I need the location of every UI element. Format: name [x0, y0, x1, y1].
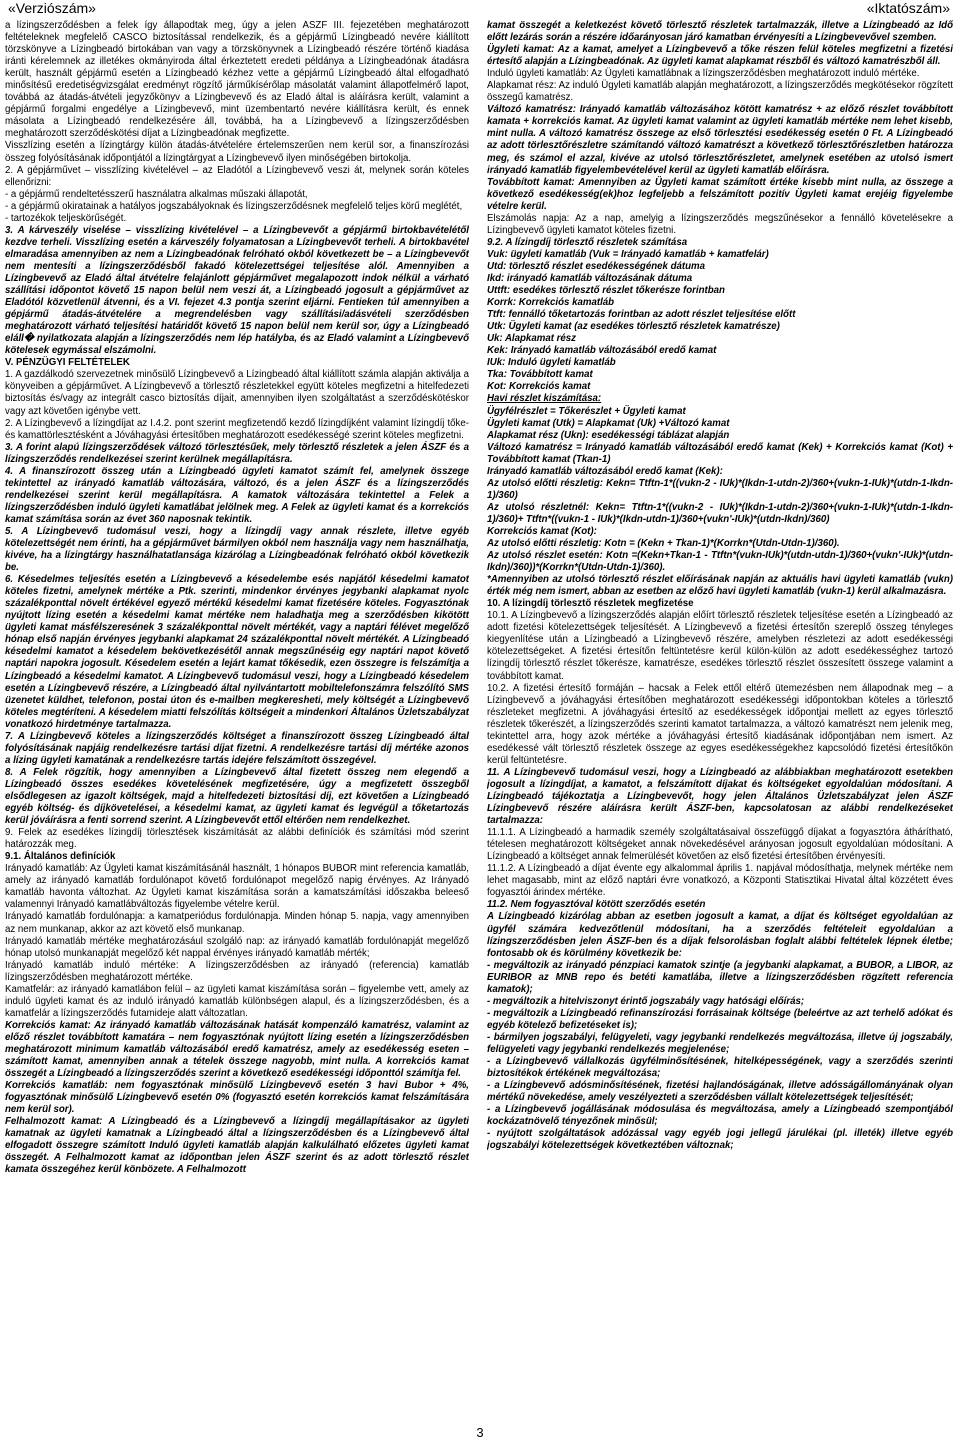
- paragraph: - tartozékok teljeskörűségét.: [5, 212, 127, 224]
- paragraph: Uttft: esedékes törlesztő részlet tőkerésze forintban: [487, 285, 725, 297]
- paragraph: 11.2. Nem fogyasztóval kötött szerződés esetén: [487, 899, 706, 911]
- paragraph: Elszámolás napja: Az a nap, amelyig a lízingszerződés megszűnésekor a fennálló követelésekre a Lízingbevevő ügyleti kamatot köteles fizetni.: [487, 212, 953, 236]
- paragraph: Felhalmozott kamat: A Lízingbeadó és a Lízingbevevő a lízingdíj megállapításakor az ügyleti kamatnak az ügyleti kamatnak a Lízingbeadó által a lízingszerződésben és a Lízingbevevő által elfogadott összegre számított Induló ügyleti kamatláb alapján kalkulálható előzetes ügyleti kamat összegét. A Felhalmozott kamat az időpontban jelen ÁSZF szerint és az adott törlesztő részlet kamata összegéhez kerül könbözete. A Felhalmozott: [5, 1116, 469, 1176]
- paragraph: - a gépjármű okiratainak a hatályos jogszabályoknak és lízingszerződésnek megfelelő teljes körű meglétét,: [5, 200, 463, 212]
- paragraph: Havi részlet kiszámítása:: [487, 393, 602, 405]
- paragraph: 11.1.2. A Lízingbeadó a díjat évente egy alkalommal április 1. napjával módosíthatja, melynek mértéke nem lehet magasabb, mint az előző naptári évre vonatkozó, a Központi Statisztikai Hivatal által közzétett éves fogyasztói árindex mértéke.: [487, 863, 953, 899]
- paragraph: 6. Késedelmes teljesítés esetén a Lízingbevevő a késedelembe esés napjától késedelmi kamatot köteles fizetni, amelynek mértéke a Ptk. szerinti, mindenkor érvényes jegybanki alapkamat nyolc százalékponttal növelt értékével egyező mértékű késedelmi kamat fizetésére köteles. Fogyasztónak nyújtott lízing esetén a késedelmi kamat mértéke nem haladhatja meg a szerződésben kikötött ügyleti kamat másfélszeresének 3 százalékponttal növelt mértékét, vagy a naptári félévet megelőző hónap első napján érvényes jegybanki alapkamat 24 százalékponttal növelt mértékét. A Lízingbeadó késedelmi kamatot a késedelem bekövetkezésétől annak megszűnéséig egy naptári napot követő naptári napokra jogosult. Késedelem esetén a lejárt kamat tőkésedik, ezen összegre is felszámítja a Lízingbeadó a késedelmi kamatot. A Lízingbevevő tudomásul veszi, hogy a Lízingbeadó késedelem esetén a Lízingbevevő részére, a Lízingbeadó által nyilvántartott mobiltelefonszámra felszólító SMS üzenetet küldhet, telefonon, postai úton és e-mailben megkeresheti, mely költségét a Lízingbevevő köteles megtéríteni. A késedelem miatti felszólítás költségeit a mindenkori Általános Üzletszabályzat vonatkozó hirdetménye tartalmazza.: [5, 574, 469, 730]
- paragraph: Az utolsó részlet esetén: Kotn =(Kekn+Tkan-1 - Ttftn*(vukn-IUk)*(utdn-utdn-1)/360+(vukn'-IUk)*(utdn-Ikdn)/360))*(Korrkn*(Utdn-Utdn-1)/360).: [487, 550, 953, 574]
- paragraph: 2. A gépjárművet – visszlízing kivételével – az Eladótól a Lízingbevevő veszi át, melynek során köteles ellenőrizni:: [5, 164, 469, 188]
- paragraph: Ttft: fennálló tőketartozás forintban az adott részlet teljesítése előtt: [487, 309, 796, 321]
- paragraph: 5. A Lízingbevevő tudomásul veszi, hogy a lízingdíj vagy annak részlete, illetve egyéb kötelezettségét nem érinti, ha a gépjárművet bármilyen okból nem használja vagy nem használhatja, kivéve, ha a lízingtárgy használhatatlansága kizárólag a Lízingbeadónak felróható okból következik be.: [5, 525, 469, 574]
- paragraph: Utd: törlesztő részlet esedékességének dátuma: [487, 260, 706, 272]
- paragraph: Az utolsó előtti részletig: Kotn = (Kekn + Tkan-1)*(Korrkn*(Utdn-Utdn-1)/360).: [487, 538, 840, 550]
- paragraph: Ikd: irányadó kamatláb változásának dátuma: [487, 272, 693, 284]
- paragraph: Irányadó kamatláb induló mértéke: A lízingszerződésben az irányadó (referencia) kamatláb lízingszerződésben meghatározott mértéke.: [5, 959, 469, 983]
- paragraph: Ügyleti kamat (Utk) = Alapkamat (Uk) +Változó kamat: [487, 417, 730, 429]
- paragraph: Alapkamat rész (Ukn): esedékességi táblázat alapján: [487, 429, 730, 441]
- paragraph: 11. A Lízingbevevő tudomásul veszi, hogy a Lízingbeadó az alábbiakban meghatározott esetekben jogosult a lízingdíjat, a kamatot, a felszámított díjakat és költségeket egyoldalúan módosítani. A Lízingbeadó tájékoztatja a Lízingbevevőt, hogy jelen Általános Üzletszabályzat jelen ÁSZF Lízingbevevő részére aláírásra került ÁSZF-ben, kapcsolatosan az alábbi rendelkezéseket tartalmazza:: [487, 766, 953, 827]
- paragraph: 7. A Lízingbevevő köteles a lízingszerződés költséget a finanszírozott összeg Lízingbeadó által folyósításának napjáig rendelkezésre tartási díjat fizetni. A rendelkezésre tartási díj mértéke azonos a lízing ügyleti kamatának a rendelkezésre tartás idejére felszámított összegével.: [5, 730, 469, 766]
- header-reference-field: «Iktatószám»: [866, 0, 950, 16]
- paragraph: *Amennyiben az utolsó törlesztő részlet előírásának napján az aktuális havi ügyleti kamatláb (vukn) érték még nem ismert, abban az esetben az előző havi ügyleti kamatláb (vukn-1) kerül alkalmazásra.: [487, 574, 953, 598]
- paragraph: a lízingszerződésben a felek így állapodtak meg, úgy a jelen ÁSZF III. fejezetében meghatározott feltételeknek megfelelő CASCO biztosítással rendelkezik, és a gépjármű Lízingbeadó nevére kiállított törzskönyve a Lízingbeadó birtokában van vagy a törzskönyvnek a Lízingbeadó részére történő kiadása iránti kérelemnek az illetékes okmányiroda által érkeztetett eredeti példánya a Lízingbeadónak átadásra került, használt gépjármű esetén a Lízingbeadó kézhez vette a gépjármű Lízingbeadó által elfogadható minősítésű eredetiségvizsgálat eredményt rögzítő járműkísérőlap másolatát valamint állapotfelmérő lapot, továbbá az átadás-átvételi jegyzőkönyv a Lízingbevevő és az Eladó által is aláírásra került, valamint a gépjármű forgalmi engedélye a Lízingbevevő, mint üzembentartó nevére kiállításra került, és ennek másolata a Lízingbeadó rendelkezésére áll, továbbá, ha a Lízingbevevő a lízingszerződésben meghatározott szerződéskötési díjat a Lízingbeadónak megfizette.: [5, 20, 469, 140]
- paragraph: A Lízingbeadó kizárólag abban az esetben jogosult a kamat, a díjat és költséget egyoldalúan az ügyfél számára kedvezőtlenül módosítani, ha a szerződés feltételeit egyoldalúan a lízingszerződésben jelen ÁSZF-ben és a díjak felsorolásban foglalt alábbi feltételek lépnek életbe; fontosabb ok és körülmény következik be:: [487, 911, 953, 959]
- header-version-field: «Verziószám»: [8, 0, 96, 16]
- paragraph: V. PÉNZÜGYI FELTÉTELEK: [5, 357, 130, 369]
- paragraph: Tka: Továbbított kamat: [487, 369, 593, 381]
- paragraph: Irányadó kamatláb: Az Ügyleti kamat kiszámításánál használt, 1 hónapos BUBOR mint referencia kamatláb, amely az irányadó kamatláb fordulónapot követő fordulónapot megelőző napig érvényes. Az Irányadó kamatláb havonta változhat. Az Ügyleti kamat kiszámítása során a kamatszámítási időszakba beleeső valamennyi Irányadó kamatlábváltozás figyelembe vételre kerül.: [5, 863, 469, 911]
- paragraph: 11.1.1. A Lízingbeadó a harmadik személy szolgáltatásaival összefüggő díjakat a fogyasztóra áthárítható, tételesen meghatározott költségeket annak növekedésével arányosan jogosult egyoldalúan módosítani. A Lízingbeadó a költséget annak felmerülését követően az első fizetési értesítőben érvényesíti.: [487, 827, 953, 863]
- paragraph: - a Lízingbevevő jogállásának módosulása és megváltozása, amely a Lízingbeadó szempontjából kockázatnövelő tényezőnek minősül;: [487, 1104, 953, 1128]
- paragraph: 9. Felek az esedékes lízingdíj törlesztések kiszámítását az alábbi definíciók és számítási mód szerint határozzák meg.: [5, 827, 469, 851]
- paragraph: Korrekciós kamat (Kot):: [487, 525, 597, 537]
- paragraph: Irányadó kamatláb mértéke meghatározásául szolgáló nap: az irányadó kamatláb fordulónapját megelőző hónap utolsó munkanapját megelőző két nappal érvényes irányadó kamatláb mérték;: [5, 935, 469, 959]
- paragraph: - megváltozik a hitelviszonyt érintő jogszabály vagy hatósági előírás;: [487, 995, 805, 1007]
- page-number: 3: [476, 1425, 484, 1440]
- paragraph: 9.1. Általános definíciók: [5, 851, 116, 863]
- paragraph: kamat összegét a keletkezést követő törlesztő részletek tartalmazzák, illetve a Lízingbeadó az Idő előtt lezárás során a részére időarányosan járó kamatban érvényesíti a Lízingbevevővel szemben.: [487, 20, 953, 44]
- paragraph: Kek: Irányadó kamatláb változásából eredő kamat: [487, 345, 717, 357]
- paragraph: Az utolsó előtti részletig: Kekn= Ttftn-1*((vukn-2 - IUk)*(Ikdn-1-utdn-2)/360+(vukn-1-IUk)*(utdn-1-Ikdn-1)/360): [487, 477, 953, 501]
- paragraph: - bármilyen jogszabályi, felügyeleti, vagy jegybanki rendelkezés megváltozása, illetve új jogszabály, felügyeleti vagy jegybanki rendelkezés megjelenése;: [487, 1031, 953, 1055]
- paragraph: 10. A lízingdíj törlesztő részletek megfizetése: [487, 598, 694, 610]
- paragraph: Változó kamatrész: Irányadó kamatláb változásához kötött kamatrész + az előző részlet továbbított kamata + korrekciós kamat. Az ügyleti kamat valamint az ügyleti kamatláb mértéke nem lehet kisebb, mint nulla. A változó kamatrész összege az első törlesztési esedékesség esetén 0 Ft. A Lízingbeadó az adott törlesztőrészletre számítandó változó kamatrészt a következő törlesztőrészletben határozza meg, és számol el azzal, kivéve az utolsó törlesztőrészletet, amelynek esetében az utolsó ismert irányadó kamatláb figyelembevételével kerül az ügyleti kamatláb előírásra.: [487, 104, 953, 176]
- paragraph: Irányadó kamatláb fordulónapja: a kamatperiódus fordulónapja. Minden hónap 5. napja, vagy amennyiben az nem munkanap, akkor az azt követő első munkanap.: [5, 911, 469, 935]
- paragraph: Visszlízing esetén a lízingtárgy külön átadás-átvételére értelemszerűen nem kerül sor, a finanszírozási összeg folyósításának időpontjától a lízingtárgyat a Lízingbevevő ilyen minőségében birtokolja.: [5, 140, 469, 164]
- paragraph: 8. A Felek rögzítik, hogy amennyiben a Lízingbevevő által fizetett összeg nem elegendő a Lízingbeadó összes esedékes követelésének megfizetésére, úgy a megfizetett összegből elsődlegesen az igazolt költségek, majd a hitelfedezeti biztosítási díj, ezt követően a Lízingbeadó egyéb költség- és díjkövetelései, a késedelmi kamat, az ügyleti kamat és legvégül a tőketartozás kerül jóváírásra a fenti sorrend szerint. A Lízingbevevőt ettől eltérően nem rendelkezhet.: [5, 766, 469, 827]
- paragraph: 10.1. A Lízingbevevő a lízingszerződés alapján előírt törlesztő részletek teljesítése esetén a Lízingbeadó az adott fizetési kötelezettségek teljesítését. A Lízingbevevő a fizetési értesítőn szereplő összeg tényleges kiegyenlítése után a Lízingbeadó a Lízingbevevő részére, amelyben részletezi az adott esedékességi kötelezettségeket. A fizetési értesítőn feltüntetésre kerül külön-külön az adott esedékességhez tartozó lízingdíj törlesztő részlet tőkerésze, kamatrésze, esedékes törlesztő részlet összesített összege valamint a továbbított kamat.: [487, 610, 953, 682]
- paragraph: Induló ügyleti kamatláb: Az Ügyleti kamatlábnak a lízingszerződésben meghatározott induló mértéke.: [487, 68, 920, 80]
- paragraph: Vuk: ügyleti kamatláb (Vuk = Irányadó kamatláb + kamatfelár): [487, 248, 769, 260]
- paragraph: Kot: Korrekciós kamat: [487, 381, 591, 393]
- paragraph: Továbbított kamat: Amennyiben az Ügyleti kamat számított értéke kisebb mint nulla, az összege a következő esedékesség(ek)hoz legfeljebb a felszámított pozitív Ügyleti kamat erejéig figyelembe vételre kerül.: [487, 176, 953, 212]
- paragraph: - a gépjármű rendeltetésszerű használatra alkalmas műszaki állapotát,: [5, 188, 308, 200]
- paragraph: - megváltozik az irányadó pénzpiaci kamatok szintje (a jegybanki alapkamat, a BUBOR, a LIBOR, az EURIBOR az MNB repo és betéti kamatlába, illetve a lízingszerződésben rögzített referencia kamatok);: [487, 959, 953, 995]
- paragraph: Kamatfelár: az irányadó kamatlábon felül – az ügyleti kamat kiszámítása során – figyelembe vett, amely az induló ügyleti kamat és az induló irányadó kamatláb különbségen alapul, és a lízingszerződésben, és a kamatfelár a lízingszerződés futamideje alatt változatlan.: [5, 983, 469, 1019]
- paragraph: 4. A finanszírozott összeg után a Lízingbeadó ügyleti kamatot számít fel, amelynek összege tekintettel az irányadó kamatláb változására, változó, és a jelen ÁSZF és a lízingszerződés rendelkezései szerint kerül megállapításra. A kamatok változására tekintettel a Felek a lízingszerződésben induló ügyleti kamatlábat jelölnek meg. A Felek az ügyleti kamat és a korrekciós kamat számítása során az évet 360 naposnak tekintik.: [5, 465, 469, 525]
- paragraph: - megváltozik a Lízingbeadó refinanszírozási forrásainak költsége (beleértve az azt terhelő adókat és egyéb kötelező befizetéseket is);: [487, 1007, 953, 1031]
- paragraph: Ügyleti kamat: Az a kamat, amelyet a Lízingbevevő a tőke részen felül köteles megfizetni a fizetési értesítő alapján a Lízingbeadónak. Az ügyleti kamat alapkamat részből és változó kamatrészből áll.: [487, 44, 953, 68]
- paragraph: Korrekciós kamatláb: nem fogyasztónak minősülő Lízingbevevő esetén 3 havi Bubor + 4%, fogyasztónak minősülő Lízingbevevő esetén 0% (fogyasztó esetén korrekciós kamat felszámítására nem kerül sor).: [5, 1080, 469, 1116]
- right-text-column: [487, 20, 953, 1420]
- paragraph: - a Lízingbevevő adósminősítésének, fizetési hajlandóságának, illetve adósságállományának olyan mértékű növekedése, amely veszélyezteti a szerződésben vállalt kötelezettségek teljesítését;: [487, 1080, 953, 1104]
- paragraph: 10.2. A fizetési értesítő formáján – hacsak a Felek ettől eltérő ütemezésben nem állapodnak meg – a Lízingbevevő a jóváhagyási értesítőben meghatározott esedékességi időpontokban köteles a törlesztő részleteket megfizetni. A jóváhagyási értesítő az esedékességek időpontjai mellett az egyes törlesztő részletek tőkerészét, a lízingszerződés szerinti kamatot tartalmazza, a változó kamatrészt nem jelenik meg, tekintettel arra, hogy azok mértéke a jóváhagyási értesítő kiadásának időpontjában nem ismert. Az esedékessé vált törlesztő részletek összege az egyes esedékességekhez kapcsolódó fizetési értesítőkön kerül feltüntetésre.: [487, 682, 953, 766]
- paragraph: Alapkamat rész: Az induló Ügyleti kamatláb alapján meghatározott, a lízingszerződés megkötésekor rögzített összegű kamatrész.: [487, 80, 953, 104]
- paragraph: Változó kamatrész = Irányadó kamatláb változásából eredő kamat (Kek) + Korrekciós kamat (Kot) + Továbbított kamat (Tkan-1): [487, 441, 953, 465]
- paragraph: Ügyfélrészlet = Tőkerészlet + Ügyleti kamat: [487, 405, 686, 417]
- left-text-column: [5, 20, 469, 1420]
- paragraph: Uk: Alapkamat rész: [487, 333, 577, 345]
- paragraph: Korrk: Korrekciós kamatláb: [487, 297, 615, 309]
- paragraph: IUk: Induló ügyleti kamatláb: [487, 357, 616, 369]
- paragraph: 3. A forint alapú lízingszerződések változó törlesztésűek, mely törlesztő részletek a jelen ÁSZF és a lízingszerződés rendelkezései szerint kerülnek megállapításra.: [5, 441, 469, 465]
- paragraph: 3. A kárveszély viselése – visszlízing kivételével – a Lízingbevevőt a gépjármű birtokbavételétől kezdve terheli. Visszlízing esetén a kárveszély folyamatosan a Lízingbevevőt terheli. A birtokbavétel elmaradása amennyiben az nem a Lízingbeadónak felróható okból következett be – a Lízingbevevőt nem mentesíti a lízingszerződésből fakadó kötelezettségei teljesítése alól. Amennyiben a Lízingbevevő az Eladó által átvételre felajánlott gépjárművet megalapozott indok nélkül a várható szállítási időpontot követő 15 napon belül nem veszi át, a Lízingbeadó jogosult a gépjárművet az Eladótól közvetlenül átvenni, és a VI. fejezet 4.3 pontja szerint eljárni. Fentieken túl amennyiben a gépjármű átadás-átvételére a megrendelésben vagy szállítási/adásvételi szerződésben meghatározott várható teljesítési határidőt követő 15 napon belül nem kerül sor, úgy a Lízingbeadó eláll� nyilatkozata alapján a lízingszerződés nem lép hatályba, és az Eladó valamint a Lízingbevevő kötelesek egymással elszámolni.: [5, 224, 469, 357]
- paragraph: 9.2. A lízingdíj törlesztő részletek számítása: [487, 236, 688, 248]
- paragraph: - nyújtott szolgáltatások adózással vagy egyéb jogi jellegű járulékai (pl. illeték) illetve egyéb jogszabályi kötelezettségek következtében változnak;: [487, 1128, 953, 1152]
- paragraph: 1. A gazdálkodó szervezetnek minősülő Lízingbevevő a Lízingbeadó által kiállított számla alapján aktiválja a könyveiben a gépjárművet. A Lízingbevevő a törlesztő részletekkel együtt köteles megfizetni a hitelfedezeti biztosítás és/vagy az integrált casco biztosítás díjait, amennyiben ilyen szolgáltatást a szerződéskötéskor vagy azt követően igénybe vett.: [5, 369, 469, 417]
- paragraph: - a Lízingbevevő vállalkozás ügyfélminősítésének, hitelképességének, vagy a szerződés szerinti biztosítékok értékének megváltozása;: [487, 1056, 953, 1080]
- paragraph: Utk: Ügyleti kamat (az esedékes törlesztő részletek kamatrésze): [487, 321, 780, 333]
- paragraph: 2. A Lízingbevevő a lízingdíjat az I.4.2. pont szerint megfizetendő kezdő lízingdíjként valamint lízingdíj tőke- és kamattörlesztésként a Jóváhagyási értesítőben meghatározott esedékességé szerint köteles megfizetni.: [5, 417, 469, 441]
- paragraph: Korrekciós kamat: Az irányadó kamatláb változásának hatását kompenzáló kamatrész, valamint az előző részlet továbbított kamatára – nem fogyasztónak nyújtott lízing esetén a lízingszerződésben meghatározott minimum kamatláb változásából eredő kamatrész, amely az esedékesség eseten – számított kamat, amennyiben annak a tételek összege nagyobb, mint nulla. A korrekciós kamat összegét a Lízingbeadó a lízingszerződés szerint a következő esedékességi időponttól számítja fel.: [5, 1019, 469, 1080]
- paragraph: Irányadó kamatláb változásából eredő kamat (Kek):: [487, 465, 723, 477]
- paragraph: Az utolsó részletnél: Kekn= Ttftn-1*((vukn-2 - IUk)*(Ikdn-1-utdn-2)/360+(vukn-1-IUk)*(utdn-1-Ikdn-1)/360)+ Ttftn*((vukn-1 - IUk)*(Ikdn-utdn-1)/360+(vukn'-IUk)*(utdn-Ikdn)/360): [487, 501, 953, 525]
